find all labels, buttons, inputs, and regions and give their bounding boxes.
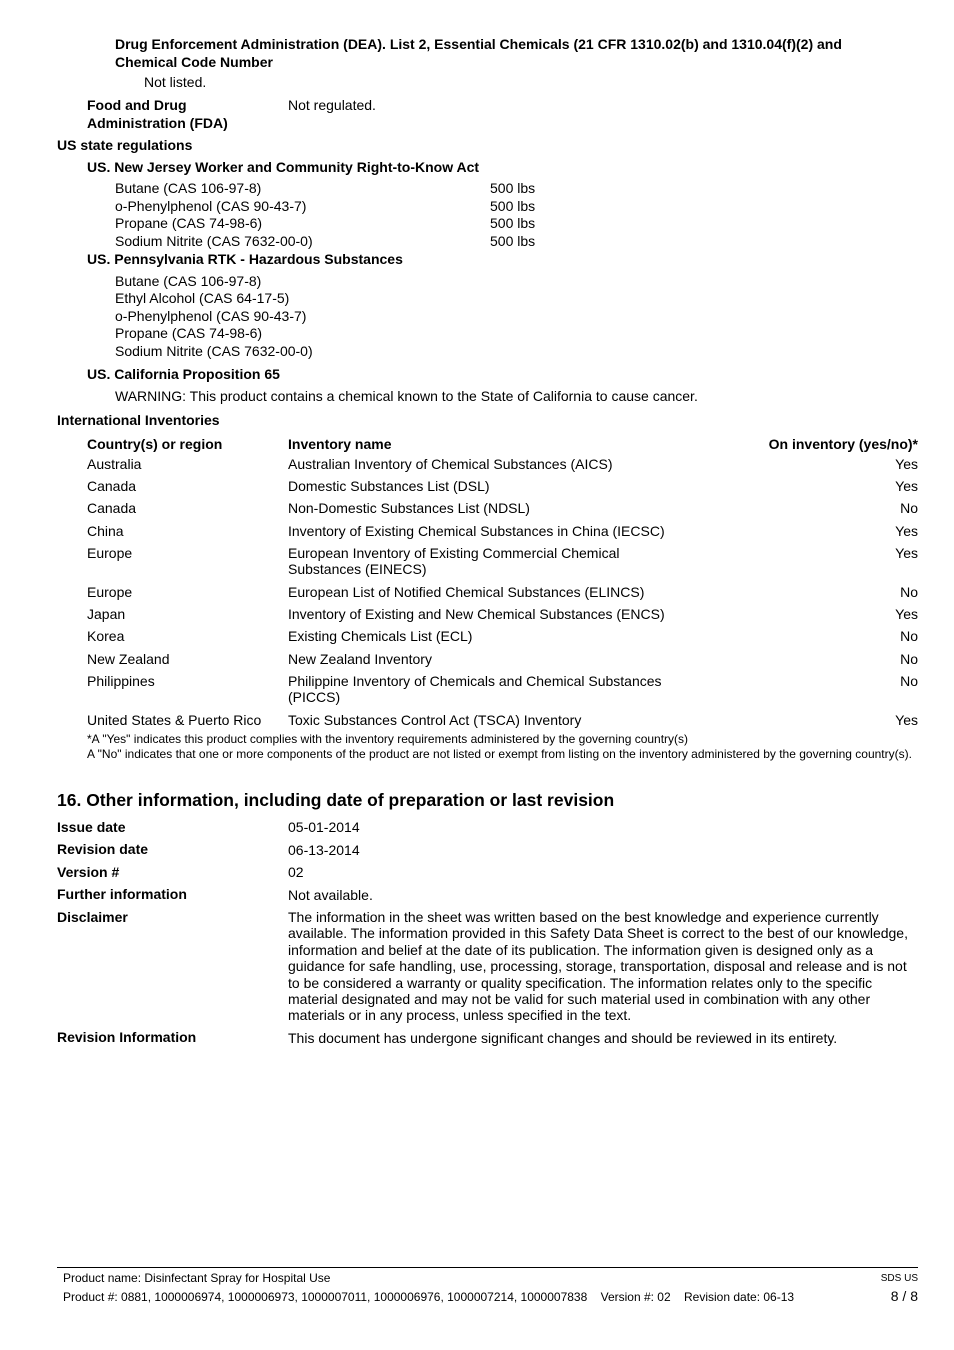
on-inventory-cell: Yes <box>895 478 918 494</box>
on-inventory-cell: Yes <box>895 712 918 728</box>
intl-heading: International Inventories <box>57 412 220 428</box>
inventory-cell: Inventory of Existing Chemical Substances in China (IECSC) <box>288 523 665 539</box>
revision-info-value: This document has undergone significant changes and should be reviewed in its entirety. <box>288 1030 838 1046</box>
footer-sds-label: SDS US <box>880 1273 918 1284</box>
dea-heading: Drug Enforcement Administration (DEA). List 2, Essential Chemicals (21 CFR 1310.02(b) and 1310.04(f)(2) and Chemical Code Number <box>115 36 842 70</box>
footer-divider <box>57 1267 918 1268</box>
footer-product-name: Product name: Disinfectant Spray for Hospital Use <box>63 1271 331 1285</box>
section-16-heading: 16. Other information, including date of preparation or last revision <box>57 790 615 810</box>
disclaimer-label: Disclaimer <box>57 909 128 925</box>
inventory-note-no: A "No" indicates that one or more components of the product are not listed or exempt from listing on the inventory administered by the governing country(s). <box>87 747 912 761</box>
inventory-cell: Philippine Inventory of Chemicals and Chemical Substances (PICCS) <box>288 673 662 705</box>
pa-item: o-Phenylphenol (CAS 90-43-7) <box>115 308 307 324</box>
footer-page-number: 8 / 8 <box>890 1288 918 1304</box>
country-cell: Canada <box>87 478 137 494</box>
country-cell: Philippines <box>87 673 155 689</box>
nj-quantity: 500 lbs <box>490 215 536 231</box>
ca-heading: US. California Proposition 65 <box>87 366 280 382</box>
revision-date-value: 06-13-2014 <box>288 842 360 858</box>
nj-substance: Propane (CAS 74-98-6) <box>115 215 263 231</box>
on-inventory-cell: Yes <box>895 456 918 472</box>
on-inventory-cell: No <box>900 673 918 689</box>
col-country: Country(s) or region <box>87 436 223 452</box>
fda-value: Not regulated. <box>288 97 376 113</box>
country-cell: Japan <box>87 606 126 622</box>
country-cell: United States & Puerto Rico <box>87 712 262 728</box>
country-cell: Korea <box>87 628 125 644</box>
country-cell: New Zealand <box>87 651 170 667</box>
country-cell: Canada <box>87 500 137 516</box>
footer-product-numbers: Product #: 0881, 1000006974, 1000006973, 1000007011, 1000006976, 1000007214, 1000007838 Version #: 02 Revision date: 06-13 <box>63 1290 795 1304</box>
pa-item: Propane (CAS 74-98-6) <box>115 325 263 341</box>
fda-label: Food and Drug Administration (FDA) <box>87 97 228 131</box>
inventory-cell: Existing Chemicals List (ECL) <box>288 628 473 644</box>
inventory-cell: Australian Inventory of Chemical Substances (AICS) <box>288 456 613 472</box>
country-cell: Europe <box>87 584 133 600</box>
further-info-label: Further information <box>57 886 187 902</box>
issue-date-value: 05-01-2014 <box>288 819 360 835</box>
on-inventory-cell: Yes <box>895 606 918 622</box>
pa-heading: US. Pennsylvania RTK - Hazardous Substances <box>87 251 403 267</box>
revision-date-label: Revision date <box>57 841 149 857</box>
dea-value: Not listed. <box>144 74 207 90</box>
ca-warning: WARNING: This product contains a chemical known to the State of California to cause cancer. <box>115 388 698 404</box>
issue-date-label: Issue date <box>57 819 126 835</box>
on-inventory-cell: Yes <box>895 523 918 539</box>
nj-quantity: 500 lbs <box>490 198 536 214</box>
version-label: Version # <box>57 864 120 880</box>
country-cell: China <box>87 523 124 539</box>
country-cell: Australia <box>87 456 142 472</box>
pa-item: Butane (CAS 106-97-8) <box>115 273 262 289</box>
inventory-cell: European List of Notified Chemical Substances (ELINCS) <box>288 584 645 600</box>
on-inventory-cell: No <box>900 628 918 644</box>
inventory-cell: Non-Domestic Substances List (NDSL) <box>288 500 530 516</box>
on-inventory-cell: No <box>900 651 918 667</box>
nj-heading: US. New Jersey Worker and Community Right-to-Know Act <box>87 159 480 175</box>
disclaimer-text: The information in the sheet was written based on the best knowledge and experience currently available. The information provided in this Safety Data Sheet is correct to the best of our knowledge, information and belief at the date of its publication. The information given is designed only as a guidance for safe handling, use, processing, storage, transportation, disposal and release and is not to be considered a warranty or quality specification. The information relates only to the specific material designated and may not be valid for such material used in combination with any other materials or in any process, unless specified in the text. <box>288 909 908 1024</box>
pa-item: Ethyl Alcohol (CAS 64-17-5) <box>115 290 290 306</box>
inventory-note-yes: *A "Yes" indicates this product complies with the inventory requirements administered by the governing country(s) <box>87 732 689 746</box>
inventory-cell: Domestic Substances List (DSL) <box>288 478 490 494</box>
nj-quantity: 500 lbs <box>490 233 536 249</box>
col-on-inventory: On inventory (yes/no)* <box>768 436 918 452</box>
country-cell: Europe <box>87 545 133 561</box>
revision-info-label: Revision Information <box>57 1029 197 1045</box>
col-inventory: Inventory name <box>288 436 392 452</box>
inventory-cell: New Zealand Inventory <box>288 651 432 667</box>
nj-substance: o-Phenylphenol (CAS 90-43-7) <box>115 198 307 214</box>
on-inventory-cell: Yes <box>895 545 918 561</box>
nj-quantity: 500 lbs <box>490 180 536 196</box>
nj-substance: Butane (CAS 106-97-8) <box>115 180 262 196</box>
us-state-heading: US state regulations <box>57 137 193 153</box>
pa-item: Sodium Nitrite (CAS 7632-00-0) <box>115 343 313 359</box>
on-inventory-cell: No <box>900 500 918 516</box>
version-value: 02 <box>288 864 304 880</box>
inventory-cell: Inventory of Existing and New Chemical Substances (ENCS) <box>288 606 665 622</box>
on-inventory-cell: No <box>900 584 918 600</box>
inventory-cell: Toxic Substances Control Act (TSCA) Inventory <box>288 712 582 728</box>
inventory-cell: European Inventory of Existing Commercial Chemical Substances (EINECS) <box>288 545 620 577</box>
nj-substance: Sodium Nitrite (CAS 7632-00-0) <box>115 233 313 249</box>
further-info-value: Not available. <box>288 887 373 903</box>
